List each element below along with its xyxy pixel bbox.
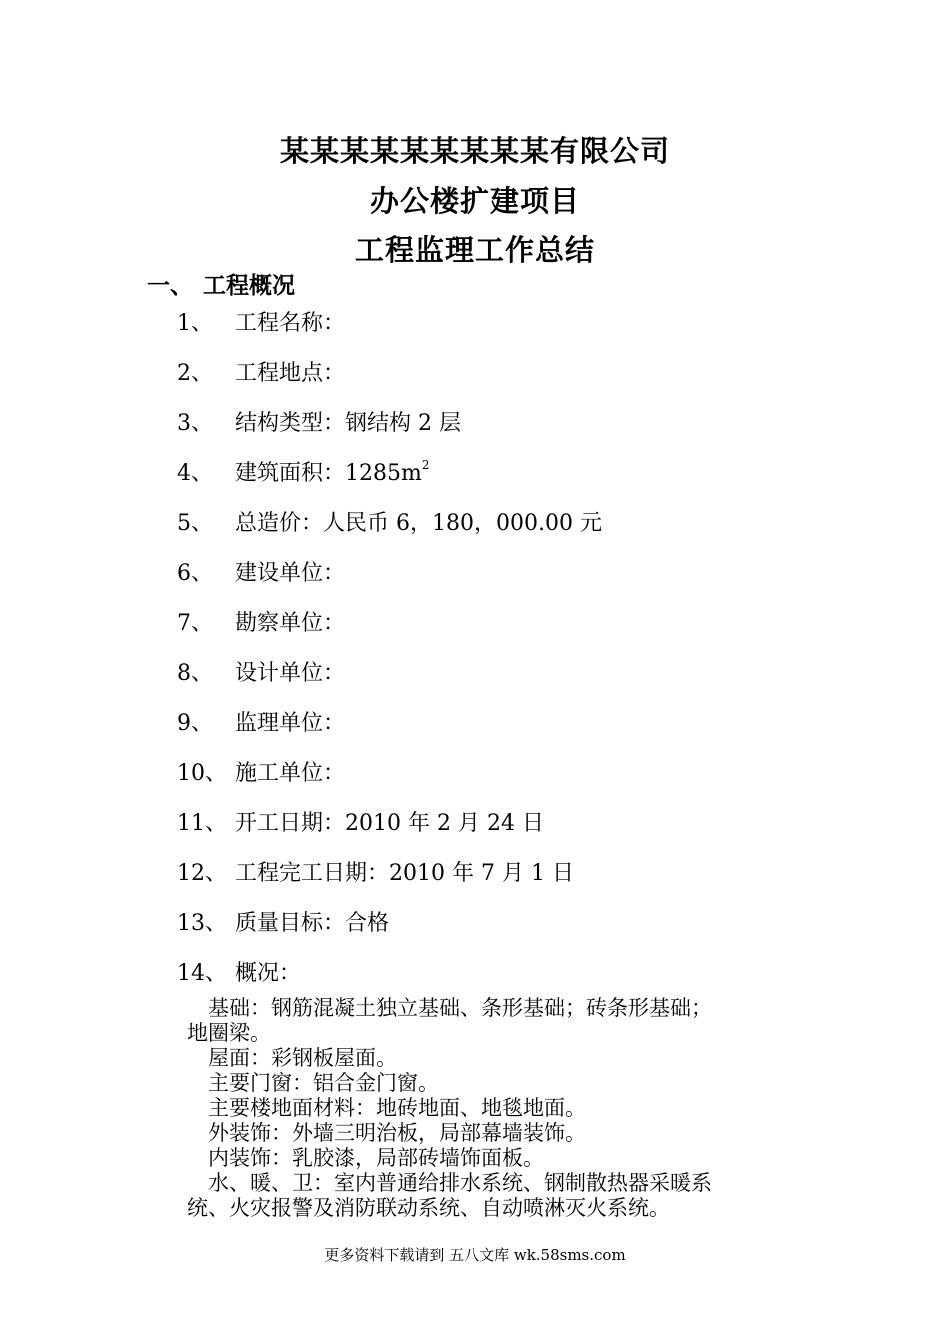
- overview-line: 主要门窗：铝合金门窗。: [187, 1071, 439, 1095]
- item-number: 5、: [177, 511, 213, 536]
- item-number: 9、: [177, 711, 213, 736]
- overview-line: 地圈梁。: [187, 1021, 271, 1045]
- item-text: 开工日期：2010 年 2 月 24 日: [235, 811, 544, 836]
- item-superscript: 2: [421, 458, 430, 472]
- company-name: 某某某某某某某某某有限公司: [279, 134, 670, 168]
- overview-line: 主要楼地面材料：地砖地面、地毯地面。: [187, 1096, 586, 1120]
- item-text: 结构类型：钢结构 2 层: [235, 411, 461, 436]
- item-text: 工程地点：: [235, 361, 346, 386]
- item-number: 11、: [177, 811, 227, 836]
- overview-line: 统、火灾报警及消防联动系统、自动喷淋灭火系统。: [187, 1196, 670, 1220]
- item-text: 工程完工日期：2010 年 7 月 1 日: [235, 861, 574, 886]
- item-number: 4、: [177, 461, 213, 486]
- item-number: 14、: [177, 961, 227, 986]
- item-number: 10、: [177, 761, 227, 786]
- info-item: [177, 902, 602, 952]
- info-item: [177, 702, 602, 752]
- document-title: 工程监理工作总结: [354, 233, 595, 267]
- info-item: [177, 802, 602, 852]
- item-text: 施工单位：: [235, 761, 346, 786]
- item-number: 7、: [177, 611, 213, 636]
- item-text: 设计单位：: [235, 661, 346, 686]
- info-item: [177, 352, 602, 402]
- section-heading-project-overview: [147, 268, 295, 304]
- item-text: 建设单位：: [235, 561, 346, 586]
- info-item: [177, 402, 602, 452]
- overview-line: 基础：钢筋混凝土独立基础、条形基础；砖条形基础；: [187, 996, 712, 1020]
- section-title: 工程概况: [203, 273, 295, 299]
- item-number: 6、: [177, 561, 213, 586]
- item-text: 概况：: [235, 961, 302, 986]
- item-text: 建筑面积：1285m: [235, 461, 422, 486]
- info-item: [177, 952, 602, 1002]
- info-item: [177, 852, 602, 902]
- item-text: 勘察单位：: [235, 611, 346, 636]
- overview-line: 水、暖、卫：室内普通给排水系统、钢制散热器采暖系: [187, 1171, 712, 1195]
- item-text: 总造价：人民币 6，180，000.00 元: [235, 511, 602, 536]
- item-number: 1、: [177, 311, 213, 336]
- info-item: [177, 452, 602, 502]
- item-number: 13、: [177, 911, 227, 936]
- section-number: 一、: [147, 273, 193, 299]
- overview-line: 屋面：彩钢板屋面。: [187, 1046, 397, 1070]
- overview-paragraph: [187, 996, 817, 1221]
- item-number: 3、: [177, 411, 213, 436]
- info-item: [177, 602, 602, 652]
- info-item: [177, 752, 602, 802]
- project-info-list: [177, 302, 602, 1002]
- item-text: 工程名称：: [235, 311, 346, 336]
- info-item: [177, 302, 602, 352]
- item-text: 质量目标：合格: [235, 911, 390, 936]
- info-item: [177, 502, 602, 552]
- overview-line: 外装饰：外墙三明治板，局部幕墙装饰。: [187, 1121, 586, 1145]
- item-number: 8、: [177, 661, 213, 686]
- item-number: 12、: [177, 861, 227, 886]
- overview-line: 内装饰：乳胶漆，局部砖墙饰面板。: [187, 1146, 544, 1170]
- item-text: 监理单位：: [235, 711, 346, 736]
- item-number: 2、: [177, 361, 213, 386]
- footer-note: 更多资料下载请到 五八文库 wk.58sms.com: [324, 1246, 626, 1264]
- info-item: [177, 652, 602, 702]
- info-item: [177, 552, 602, 602]
- project-name: 办公楼扩建项目: [369, 184, 580, 218]
